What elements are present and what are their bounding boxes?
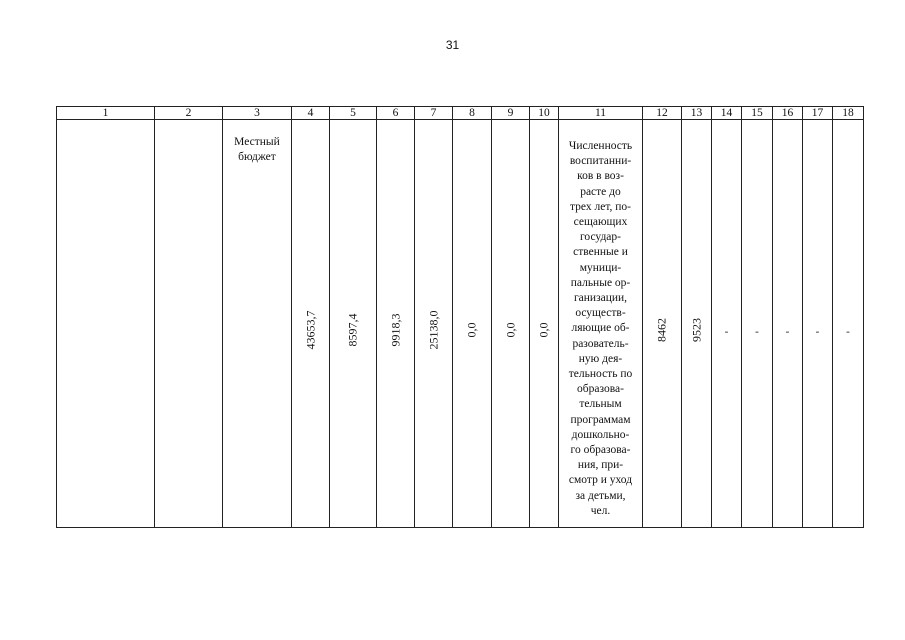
cell-col18 bbox=[833, 120, 864, 528]
header-cell-7: 7 bbox=[415, 107, 453, 120]
indicator-line: ственные и bbox=[573, 246, 628, 259]
indicator-line: осуществ- bbox=[575, 307, 626, 320]
cell-col2 bbox=[155, 120, 223, 528]
cell-col5 bbox=[330, 120, 377, 528]
value-col15: - bbox=[755, 325, 759, 338]
header-cell-17: 17 bbox=[803, 107, 833, 120]
value-col6: 9918,3 bbox=[387, 313, 402, 347]
cell-col10 bbox=[530, 120, 559, 528]
value-col16: - bbox=[785, 325, 790, 338]
cell-col13 bbox=[682, 120, 712, 528]
indicator-line: программам bbox=[570, 413, 631, 426]
header-cell-8: 8 bbox=[453, 107, 492, 120]
header-cell-5: 5 bbox=[330, 107, 377, 120]
header-cell-16: 16 bbox=[773, 107, 803, 120]
header-cell-12: 12 bbox=[643, 107, 682, 120]
cell-col16 bbox=[773, 120, 803, 528]
header-cell-10: 10 bbox=[530, 107, 559, 120]
value-col18: - bbox=[846, 325, 850, 338]
indicator-line: тельность по bbox=[568, 368, 633, 381]
header-cell-11: 11 bbox=[559, 107, 643, 120]
header-cell-15: 15 bbox=[742, 107, 773, 120]
indicator-line: воспитанни- bbox=[569, 155, 632, 168]
indicator-line: ную дея- bbox=[578, 352, 623, 365]
table-row bbox=[57, 120, 864, 528]
value-col17: - bbox=[815, 325, 820, 338]
indicator-line: ков в воз- bbox=[577, 170, 624, 183]
indicator-line: пальные ор- bbox=[570, 276, 631, 289]
cell-col4 bbox=[292, 120, 330, 528]
cell-col7 bbox=[415, 120, 453, 528]
value-col7: 25138,0 bbox=[425, 310, 440, 350]
indicator-line: разователь- bbox=[572, 337, 629, 350]
header-cell-2: 2 bbox=[155, 107, 223, 120]
header-cell-3: 3 bbox=[223, 107, 292, 120]
indicator-line: смотр и уход bbox=[568, 474, 633, 487]
table-header-row bbox=[57, 107, 864, 120]
value-col14: - bbox=[724, 325, 729, 338]
cell-col12 bbox=[643, 120, 682, 528]
cell-col9 bbox=[492, 120, 530, 528]
header-cell-14: 14 bbox=[712, 107, 742, 120]
value-col9: 0,0 bbox=[502, 322, 517, 338]
cell-col15 bbox=[742, 120, 773, 528]
budget-source-label: Местный бюджет bbox=[234, 136, 280, 164]
header-cell-18: 18 bbox=[833, 107, 864, 120]
indicator-line: ганизации, bbox=[573, 292, 628, 305]
indicator-line: муници- bbox=[579, 261, 622, 274]
indicator-line: го образова- bbox=[570, 444, 631, 457]
indicator-line: Численность bbox=[568, 140, 633, 152]
indicator-line: расте до bbox=[580, 185, 621, 198]
cell-col1 bbox=[57, 120, 155, 528]
indicator-line: образова- bbox=[577, 383, 624, 396]
indicator-line: сещающих bbox=[573, 216, 628, 229]
cell-col6 bbox=[377, 120, 415, 528]
value-col10: 0,0 bbox=[536, 322, 551, 338]
page-number: 31 bbox=[445, 38, 460, 52]
cell-col17 bbox=[803, 120, 833, 528]
budget-table bbox=[56, 106, 864, 528]
indicator-line: трех лет, по- bbox=[570, 200, 631, 213]
indicator-line: государ- bbox=[580, 231, 621, 244]
value-col8: 0,0 bbox=[464, 322, 479, 338]
value-col5: 8597,4 bbox=[345, 313, 360, 347]
cell-col8 bbox=[453, 120, 492, 528]
indicator-line: ляющие об- bbox=[571, 322, 630, 335]
indicator-line: за детьми, bbox=[575, 489, 626, 502]
indicator-line: чел. bbox=[590, 504, 611, 517]
value-col12: 8462 bbox=[654, 318, 669, 342]
cell-col14 bbox=[712, 120, 742, 528]
header-cell-1: 1 bbox=[57, 107, 155, 120]
header-cell-9: 9 bbox=[492, 107, 530, 120]
indicator-line: тельным bbox=[579, 398, 622, 411]
header-cell-6: 6 bbox=[377, 107, 415, 120]
header-cell-13: 13 bbox=[682, 107, 712, 120]
value-col4: 43653,7 bbox=[302, 310, 317, 350]
cell-budget-source bbox=[223, 120, 292, 528]
cell-indicator bbox=[559, 120, 643, 528]
header-cell-4: 4 bbox=[292, 107, 330, 120]
indicator-text bbox=[559, 120, 642, 519]
indicator-line: ния, при- bbox=[577, 459, 624, 472]
value-col13: 9523 bbox=[688, 318, 703, 342]
indicator-line: дошкольно- bbox=[571, 428, 630, 441]
